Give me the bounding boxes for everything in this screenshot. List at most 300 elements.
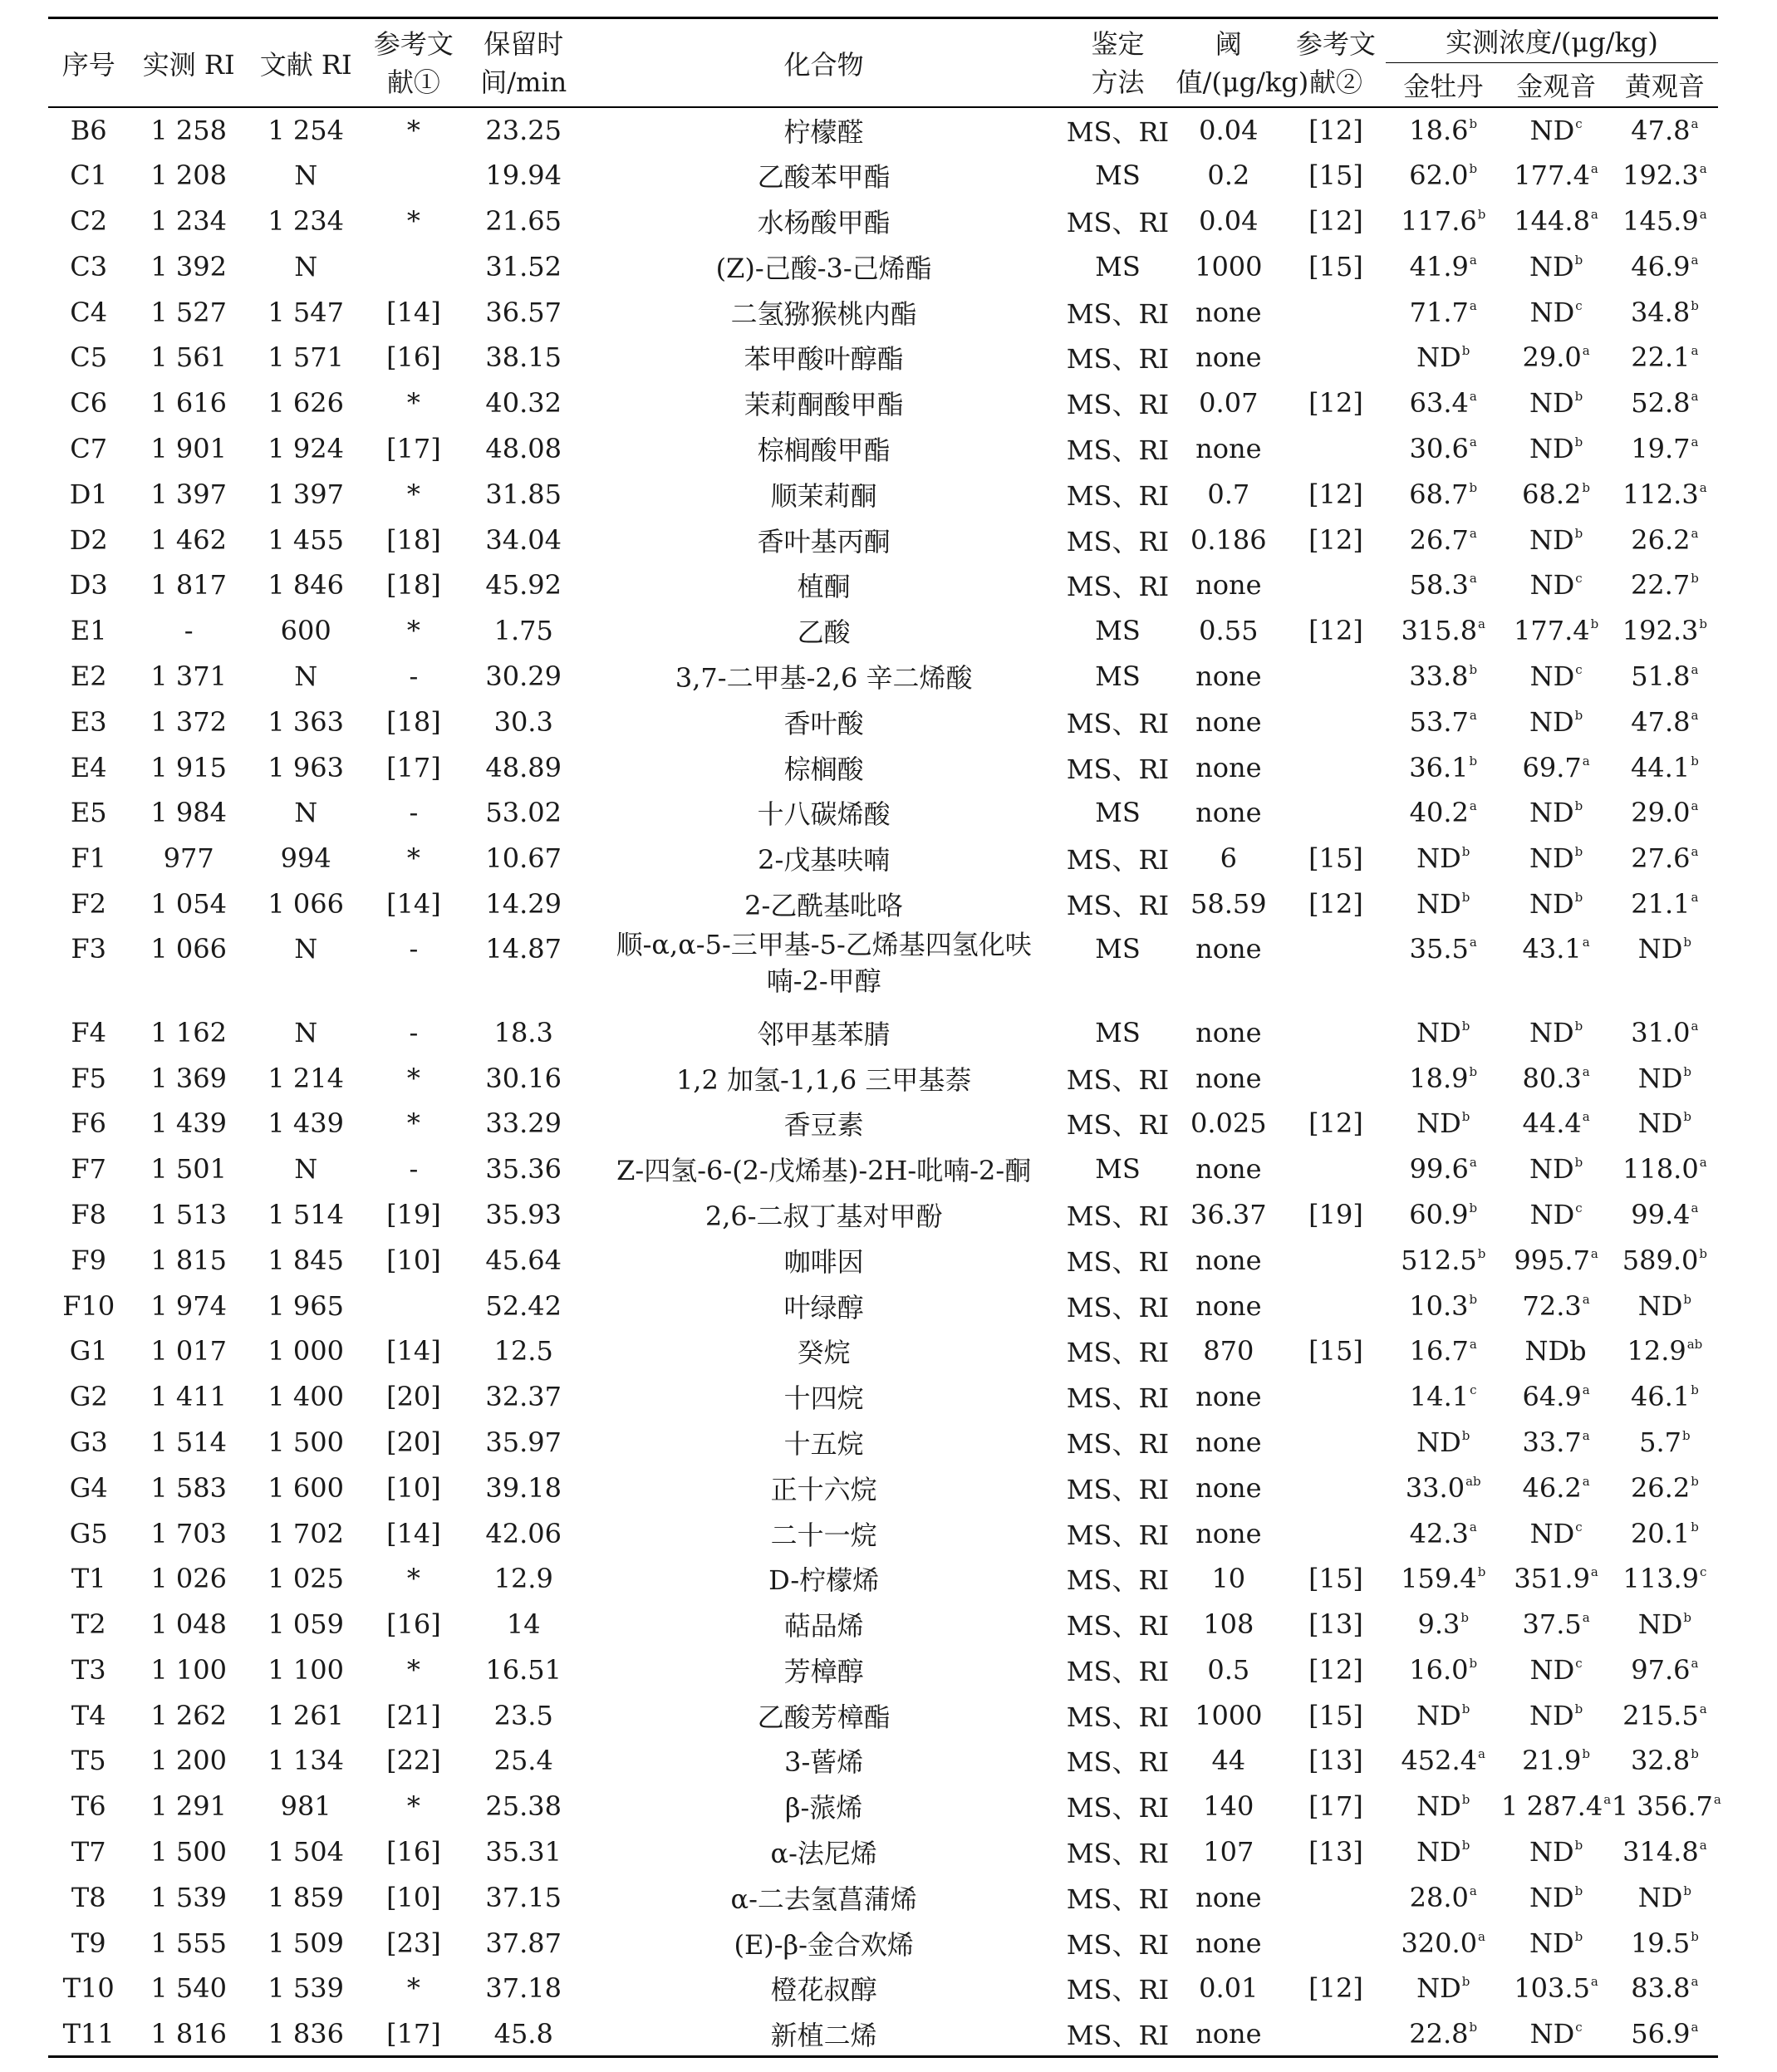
cell-huangguanyin <box>1612 654 1718 700</box>
cell-measured-ri: 1 100 <box>150 1653 227 1686</box>
header-ref1-text: 参考文献① <box>373 27 454 98</box>
cell-huangguanyin <box>1612 1374 1718 1420</box>
cell-retention: 12.5 <box>493 1335 553 1367</box>
cell-retention: 45.8 <box>493 2017 553 2050</box>
table-row <box>48 1510 1718 1556</box>
cell-seq: F5 <box>71 1062 106 1094</box>
cell-lit-ri: N <box>294 933 318 965</box>
concentration-value: 5.7 <box>1639 1426 1682 1458</box>
table-row <box>48 562 1718 608</box>
concentration-value: 315.8 <box>1401 615 1478 647</box>
cell-threshold: none <box>1195 1289 1262 1322</box>
cell-huangguanyin <box>1612 744 1718 790</box>
cell-jinmudan <box>1386 1192 1500 1238</box>
concentration-value: ND <box>1529 842 1574 875</box>
significance-letter: b <box>1683 1610 1691 1626</box>
cell-measured-ri: 1 026 <box>150 1563 227 1595</box>
table-row <box>48 381 1718 426</box>
cell-jinguanyin <box>1500 790 1611 836</box>
concentration-value: 71.7 <box>1409 296 1469 328</box>
cell-seq: F6 <box>71 1107 106 1140</box>
cell-compound: 3,7-二甲基-2,6 辛二烯酸 <box>675 661 973 694</box>
cell-measured-ri: 1 561 <box>150 341 227 374</box>
header-seq: 序号 <box>61 48 115 81</box>
header-method-text: 鉴定方法 <box>1091 27 1145 98</box>
cell-jinmudan <box>1386 471 1500 517</box>
cell-compound: (E)-β-金合欢烯 <box>734 1928 914 1961</box>
cell-compound: 顺-α,α-5-三甲基-5-乙烯基四氢化呋喃-2-甲醇 <box>616 929 1032 998</box>
cell-ref1: [17] <box>386 751 441 783</box>
significance-letter: a <box>1691 389 1699 405</box>
concentration-value: 177.4 <box>1513 615 1590 647</box>
cell-ref1: * <box>406 114 420 146</box>
significance-letter: a <box>1582 343 1590 359</box>
cell-retention: 31.52 <box>485 250 562 282</box>
cell-huangguanyin <box>1612 199 1718 244</box>
cell-lit-ri: 1 539 <box>268 1972 344 2005</box>
cell-jinmudan <box>1386 608 1500 654</box>
cell-jinguanyin <box>1500 1237 1611 1283</box>
cell-threshold: 44 <box>1211 1745 1246 1777</box>
cell-lit-ri: 600 <box>280 615 331 647</box>
cell-lit-ri: 1 702 <box>268 1517 344 1549</box>
significance-letter: b <box>1469 1655 1478 1671</box>
significance-letter: b <box>1574 889 1583 905</box>
significance-letter: b <box>1469 161 1478 177</box>
concentration-value: 22.1 <box>1631 341 1691 374</box>
cell-jinguanyin <box>1500 836 1611 881</box>
table-row <box>48 1055 1718 1101</box>
cell-jinmudan <box>1386 1465 1500 1510</box>
concentration-value: 19.5 <box>1630 1927 1691 1959</box>
significance-letter: c <box>1575 1519 1583 1534</box>
cell-jinmudan <box>1386 107 1500 153</box>
concentration-value: ND <box>1416 887 1461 920</box>
cell-seq: F4 <box>71 1016 106 1048</box>
cell-ref2: [13] <box>1308 1745 1363 1777</box>
cell-retention: 37.15 <box>485 1881 562 1913</box>
cell-ref1: [14] <box>386 1335 441 1367</box>
concentration-value: NDb <box>1524 1335 1587 1367</box>
cell-ref1: [14] <box>386 887 441 920</box>
cell-threshold: 0.04 <box>1199 114 1259 146</box>
cell-method: MS、RI <box>1066 753 1170 785</box>
cell-retention: 31.85 <box>485 478 562 510</box>
cell-ref1: * <box>406 1563 420 1595</box>
cell-compound: 十五烷 <box>783 1427 864 1460</box>
concentration-value: 1 287.4 <box>1501 1790 1603 1823</box>
cell-threshold: none <box>1195 432 1262 464</box>
cell-huangguanyin <box>1612 926 1718 1009</box>
cell-ref2 <box>1286 426 1386 472</box>
concentration-value: 52.8 <box>1631 387 1691 420</box>
cell-ref2: [13] <box>1308 1608 1363 1641</box>
significance-letter: a <box>1691 252 1699 268</box>
significance-letter: c <box>1575 115 1583 131</box>
cell-ref1: [10] <box>386 1471 441 1504</box>
cell-ref1: [16] <box>386 341 441 374</box>
table-row <box>48 1874 1718 1920</box>
significance-letter: b <box>1691 1382 1699 1398</box>
concentration-value: 42.3 <box>1409 1517 1469 1549</box>
concentration-value: 26.2 <box>1630 1471 1691 1504</box>
cell-seq: D2 <box>69 523 108 556</box>
cell-compound: 萜品烯 <box>783 1610 864 1642</box>
cell-seq: T7 <box>71 1836 106 1868</box>
concentration-value: ND <box>1529 1153 1574 1186</box>
cell-threshold: none <box>1195 1471 1262 1504</box>
cell-jinmudan <box>1386 517 1500 562</box>
cell-huangguanyin <box>1612 107 1718 153</box>
cell-ref1: * <box>406 1790 420 1823</box>
concentration-value: ND <box>1529 797 1574 829</box>
cell-ref1: [18] <box>386 569 441 601</box>
cell-seq: C2 <box>70 204 108 237</box>
concentration-value: 33.8 <box>1409 660 1469 692</box>
cell-method: MS、RI <box>1066 1337 1170 1369</box>
table-row <box>48 199 1718 244</box>
concentration-value: ND <box>1529 1836 1574 1868</box>
significance-letter: b <box>1574 1883 1583 1898</box>
significance-letter: a <box>1582 1610 1590 1626</box>
cell-jinguanyin <box>1500 1420 1611 1466</box>
table-row <box>48 1647 1718 1693</box>
cell-compound: 茉莉酮酸甲酯 <box>744 389 904 421</box>
cell-retention: 35.36 <box>485 1153 562 1186</box>
cell-jinguanyin <box>1500 381 1611 426</box>
significance-letter: b <box>1574 434 1583 449</box>
cell-threshold: 0.07 <box>1199 387 1259 420</box>
cell-lit-ri: 1 100 <box>268 1653 344 1686</box>
significance-letter: a <box>1469 935 1477 950</box>
cell-jinguanyin <box>1500 1055 1611 1101</box>
significance-letter: a <box>1582 1473 1590 1489</box>
concentration-value: 99.4 <box>1631 1198 1691 1230</box>
concentration-value: 112.3 <box>1622 478 1699 510</box>
significance-letter: a <box>1469 1519 1477 1534</box>
cell-jinmudan <box>1386 881 1500 927</box>
concentration-value: 589.0 <box>1622 1244 1699 1276</box>
cell-compound: 香叶基丙酮 <box>757 525 891 557</box>
concentration-value: 46.1 <box>1630 1381 1691 1413</box>
cell-seq: F9 <box>71 1244 106 1276</box>
cell-jinmudan <box>1386 654 1500 700</box>
cell-seq: T5 <box>71 1745 106 1777</box>
cell-lit-ri: 1 455 <box>268 523 344 556</box>
significance-letter: b <box>1461 1701 1470 1716</box>
significance-letter: a <box>1469 1155 1477 1171</box>
cell-jinmudan <box>1386 926 1500 1009</box>
significance-letter: b <box>1590 616 1599 632</box>
concentration-value: ND <box>1416 1426 1461 1458</box>
cell-lit-ri: 1 234 <box>268 204 344 237</box>
cell-huangguanyin <box>1612 1647 1718 1693</box>
cell-compound: 二十一烷 <box>770 1519 877 1551</box>
concentration-value: 26.7 <box>1409 523 1469 556</box>
cell-jinmudan <box>1386 1009 1500 1055</box>
cell-threshold: none <box>1195 296 1262 328</box>
cell-lit-ri: 1 845 <box>268 1244 344 1276</box>
header-lit-ri: 文献 RI <box>259 48 352 81</box>
cell-jinmudan <box>1386 836 1500 881</box>
cell-lit-ri: 1 025 <box>268 1563 344 1595</box>
significance-letter: a <box>1691 434 1699 449</box>
cell-compound: 香豆素 <box>783 1109 864 1142</box>
cell-jinguanyin <box>1500 1738 1611 1784</box>
concentration-value: 63.4 <box>1409 387 1469 420</box>
cell-retention: 18.3 <box>493 1016 553 1048</box>
concentration-value: ND <box>1637 1881 1683 1913</box>
cell-jinmudan <box>1386 1692 1500 1738</box>
cell-seq: T1 <box>71 1563 106 1595</box>
cell-jinmudan <box>1386 1101 1500 1146</box>
cell-retention: 30.29 <box>485 660 562 692</box>
significance-letter: a <box>1699 1155 1707 1171</box>
concentration-value: 452.4 <box>1401 1745 1478 1777</box>
cell-compound: α-法尼烯 <box>770 1838 877 1870</box>
cell-compound: 顺茉莉酮 <box>770 479 877 512</box>
significance-letter: b <box>1469 479 1478 495</box>
significance-letter: a <box>1699 1701 1707 1716</box>
table-row <box>48 2011 1718 2057</box>
table-row <box>48 1465 1718 1510</box>
table-row <box>48 1738 1718 1784</box>
table-row <box>48 926 1718 1009</box>
cell-ref2 <box>1286 1009 1386 1055</box>
cell-jinmudan <box>1386 790 1500 836</box>
cell-compound: 2,6-二叔丁基对甲酚 <box>704 1200 943 1232</box>
cell-measured-ri: 1 162 <box>150 1016 227 1048</box>
cell-method: MS <box>1095 1153 1141 1186</box>
significance-letter: b <box>1574 1701 1583 1716</box>
cell-threshold: none <box>1195 1062 1262 1094</box>
cell-huangguanyin <box>1612 1829 1718 1875</box>
significance-letter: ab <box>1465 1473 1481 1489</box>
cell-ref2: [12] <box>1308 1972 1363 2005</box>
cell-compound: 乙酸苯甲酯 <box>757 161 891 194</box>
cell-ref1: * <box>406 204 420 237</box>
table-row <box>48 1192 1718 1238</box>
significance-letter: ab <box>1686 1337 1703 1353</box>
cell-ref2: [13] <box>1308 1836 1363 1868</box>
cell-huangguanyin <box>1612 608 1718 654</box>
cell-method: MS、RI <box>1066 1200 1170 1232</box>
cell-measured-ri: 1 583 <box>150 1471 227 1504</box>
cell-seq: D1 <box>69 478 108 510</box>
table-row <box>48 243 1718 289</box>
concentration-value: 9.3 <box>1417 1608 1460 1641</box>
cell-ref2 <box>1286 926 1386 1009</box>
cell-compound: 苯甲酸叶醇酯 <box>744 343 904 376</box>
cell-jinmudan <box>1386 1966 1500 2011</box>
concentration-value: ND <box>1416 842 1461 875</box>
significance-letter: a <box>1582 1427 1590 1443</box>
concentration-value: ND <box>1416 1972 1461 2005</box>
cell-retention: 25.4 <box>493 1745 553 1777</box>
concentration-value: 314.8 <box>1622 1836 1699 1868</box>
significance-letter: c <box>1699 1564 1707 1580</box>
significance-letter: a <box>1691 2019 1699 2035</box>
cell-huangguanyin <box>1612 289 1718 335</box>
significance-letter: b <box>1691 1928 1699 1944</box>
header-ref1 <box>363 18 464 108</box>
cell-ref2 <box>1286 1874 1386 1920</box>
cell-seq: F7 <box>71 1153 106 1186</box>
significance-letter: a <box>1582 1109 1590 1125</box>
cell-ref1: * <box>406 1062 420 1094</box>
cell-jinguanyin <box>1500 426 1611 472</box>
table-row <box>48 1146 1718 1192</box>
cell-method: MS、RI <box>1066 525 1170 557</box>
cell-jinmudan <box>1386 1647 1500 1693</box>
cell-ref1: [16] <box>386 1608 441 1641</box>
cell-ref1: [14] <box>386 1517 441 1549</box>
cell-method: MS、RI <box>1066 1519 1170 1551</box>
significance-letter: b <box>1574 844 1583 860</box>
cell-lit-ri: 1 965 <box>268 1289 344 1322</box>
cell-method: MS <box>1095 160 1141 192</box>
cell-retention: 21.65 <box>485 204 562 237</box>
concentration-value: 68.7 <box>1409 478 1469 510</box>
cell-ref2: [12] <box>1308 1653 1363 1686</box>
cell-ref2 <box>1286 2011 1386 2057</box>
cell-jinmudan <box>1386 1146 1500 1192</box>
cell-retention: 10.67 <box>485 842 562 875</box>
concentration-value: 21.1 <box>1631 887 1691 920</box>
cell-lit-ri: 1 059 <box>268 1608 344 1641</box>
cell-huangguanyin <box>1612 562 1718 608</box>
significance-letter: b <box>1691 1746 1699 1762</box>
concentration-value: ND <box>1637 1608 1683 1641</box>
header-retention <box>464 18 583 108</box>
significance-letter: a <box>1699 161 1707 177</box>
concentration-value: 40.2 <box>1409 797 1469 829</box>
cell-jinmudan <box>1386 1784 1500 1829</box>
cell-compound: 1,2 加氢-1,1,6 三甲基萘 <box>675 1063 972 1096</box>
concentration-value: 117.6 <box>1401 204 1477 237</box>
cell-ref2 <box>1286 335 1386 381</box>
cell-lit-ri: 1 859 <box>268 1881 344 1913</box>
cell-method: MS、RI <box>1066 389 1170 421</box>
cell-seq: T8 <box>71 1881 106 1913</box>
concentration-value: 33.7 <box>1522 1426 1582 1458</box>
cell-threshold: none <box>1195 1244 1262 1276</box>
significance-letter: b <box>1682 1427 1691 1443</box>
significance-letter: c <box>1575 1655 1583 1671</box>
cell-lit-ri: 1 066 <box>268 887 344 920</box>
cell-retention: 39.18 <box>485 1471 562 1504</box>
table-row <box>48 790 1718 836</box>
cell-measured-ri: 1 514 <box>150 1426 227 1458</box>
cell-huangguanyin <box>1612 1510 1718 1556</box>
cell-seq: G3 <box>69 1426 108 1458</box>
cell-ref1: * <box>406 615 420 647</box>
concentration-value: ND <box>1529 1881 1574 1913</box>
cell-method: MS、RI <box>1066 1928 1170 1961</box>
table-row <box>48 654 1718 700</box>
cell-jinguanyin <box>1500 107 1611 153</box>
cell-lit-ri: 1 547 <box>268 296 344 328</box>
significance-letter: a <box>1691 1200 1699 1215</box>
concentration-value: ND <box>1529 2017 1575 2050</box>
cell-seq: T10 <box>62 1972 115 2005</box>
cell-jinguanyin <box>1500 289 1611 335</box>
significance-letter: b <box>1461 889 1470 905</box>
concentration-value: ND <box>1529 1517 1575 1549</box>
cell-retention: 12.9 <box>493 1563 553 1595</box>
significance-letter: b <box>1691 1473 1699 1489</box>
cell-ref2: [12] <box>1308 615 1363 647</box>
cell-method: MS、RI <box>1066 707 1170 739</box>
concentration-value: ND <box>1529 387 1574 420</box>
cell-method: MS、RI <box>1066 1245 1170 1278</box>
significance-letter: a <box>1469 252 1477 268</box>
cell-measured-ri: 1 539 <box>150 1881 227 1913</box>
cell-threshold: 58.59 <box>1190 887 1267 920</box>
significance-letter: b <box>1461 1109 1470 1125</box>
table-row <box>48 335 1718 381</box>
concentration-value: 27.6 <box>1631 842 1691 875</box>
cell-jinguanyin <box>1500 1966 1611 2011</box>
significance-letter: b <box>1683 1063 1691 1079</box>
concentration-value: ND <box>1529 1699 1574 1731</box>
header-compound: 化合物 <box>783 48 864 81</box>
cell-seq: E3 <box>70 705 107 738</box>
cell-threshold: none <box>1195 660 1262 692</box>
cell-threshold: none <box>1195 1153 1262 1186</box>
significance-letter: a <box>1590 1564 1598 1580</box>
cell-huangguanyin <box>1612 335 1718 381</box>
concentration-value: ND <box>1637 1289 1683 1322</box>
concentration-value: ND <box>1529 887 1574 920</box>
cell-measured-ri: 1 234 <box>150 204 227 237</box>
cell-threshold: none <box>1195 705 1262 738</box>
cell-jinmudan <box>1386 1602 1500 1647</box>
cell-threshold: 140 <box>1203 1790 1254 1823</box>
cell-huangguanyin <box>1612 153 1718 199</box>
significance-letter: a <box>1691 343 1699 359</box>
cell-lit-ri: 1 261 <box>268 1699 344 1731</box>
cell-huangguanyin <box>1612 1966 1718 2011</box>
cell-retention: 36.57 <box>485 296 562 328</box>
cell-ref1 <box>363 243 464 289</box>
cell-ref1: [16] <box>386 1836 441 1868</box>
cell-measured-ri: 1 372 <box>150 705 227 738</box>
cell-jinmudan <box>1386 744 1500 790</box>
cell-lit-ri: 1 134 <box>268 1745 344 1777</box>
cell-seq: T2 <box>71 1608 106 1641</box>
cell-threshold: 870 <box>1203 1335 1254 1367</box>
cell-retention: 35.97 <box>485 1426 562 1458</box>
cell-retention: 19.94 <box>485 160 562 192</box>
cell-measured-ri: 1 555 <box>150 1927 227 1959</box>
cell-ref2: [15] <box>1308 160 1363 192</box>
concentration-value: 68.2 <box>1522 478 1582 510</box>
cell-lit-ri: 1 363 <box>268 705 344 738</box>
cell-jinguanyin <box>1500 153 1611 199</box>
cell-seq: C1 <box>70 160 108 192</box>
significance-letter: a <box>1469 707 1477 723</box>
significance-letter: b <box>1469 753 1478 768</box>
cell-compound: (Z)-己酸-3-己烯酯 <box>715 252 932 284</box>
table-row <box>48 744 1718 790</box>
significance-letter: a <box>1590 1974 1598 1990</box>
cell-ref2: [15] <box>1308 250 1363 282</box>
cell-measured-ri: 1 369 <box>150 1062 227 1094</box>
table-row <box>48 107 1718 153</box>
cell-retention: 30.16 <box>485 1062 562 1094</box>
significance-letter: b <box>1582 1746 1591 1762</box>
